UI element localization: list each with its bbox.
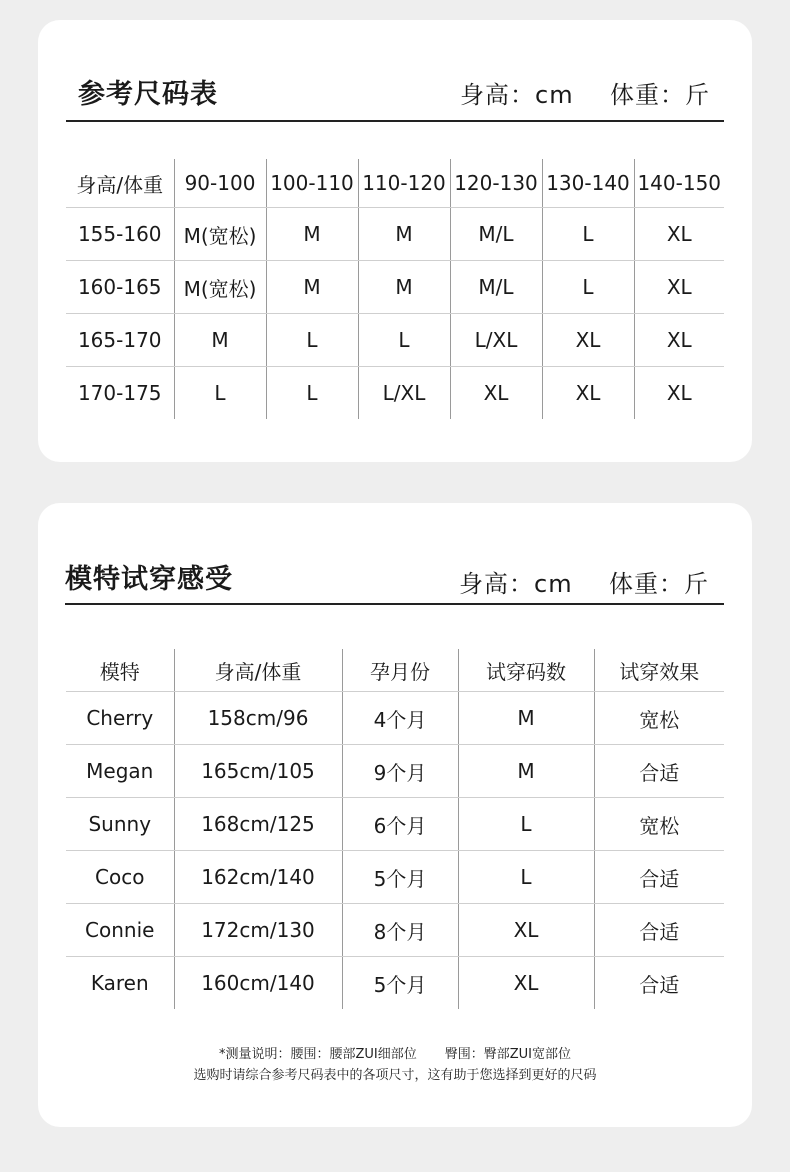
- table-cell: M(宽松): [174, 261, 266, 314]
- table-cell: L: [174, 367, 266, 420]
- table-row: [66, 957, 724, 1010]
- table-cell: XL: [634, 208, 724, 261]
- table-cell: M: [458, 692, 594, 745]
- table-cell: M/L: [450, 208, 542, 261]
- waist-note: *测量说明：腰围：腰部ZUI细部位: [218, 1047, 417, 1062]
- header-cell: 90-100: [174, 159, 266, 208]
- table-cell: 162cm/140: [174, 851, 342, 904]
- table-cell: 5个月: [342, 851, 458, 904]
- model-fit-title: 模特试穿感受: [65, 564, 233, 595]
- table-row: [66, 261, 724, 314]
- table-cell: Megan: [66, 745, 174, 798]
- header-cell: 120-130: [450, 159, 542, 208]
- table-cell: M: [266, 208, 358, 261]
- header-cell: 100-110: [266, 159, 358, 208]
- table-header-row: [66, 649, 724, 692]
- table-cell: XL: [458, 957, 594, 1010]
- size-chart-card: [38, 20, 752, 462]
- hip-note: 臀围：臀部ZUI宽部位: [444, 1047, 572, 1062]
- table-cell: XL: [458, 904, 594, 957]
- table-cell: 宽松: [594, 798, 724, 851]
- table-cell: Cherry: [66, 692, 174, 745]
- table-cell: 165cm/105: [174, 745, 342, 798]
- height-unit-label: 身高：cm: [460, 81, 574, 109]
- table-cell: 158cm/96: [174, 692, 342, 745]
- table-cell: 合适: [594, 957, 724, 1010]
- table-cell: M: [358, 261, 450, 314]
- weight-unit-label: 体重：斤: [610, 81, 710, 109]
- table-cell: L: [542, 208, 634, 261]
- table-cell: Connie: [66, 904, 174, 957]
- header-cell: 110-120: [358, 159, 450, 208]
- header-cell: 130-140: [542, 159, 634, 208]
- header-cell: 模特: [66, 649, 174, 692]
- header-cell: 身高/体重: [66, 159, 174, 208]
- table-cell: XL: [634, 314, 724, 367]
- table-cell: Coco: [66, 851, 174, 904]
- table-cell: L: [458, 851, 594, 904]
- table-cell: 160cm/140: [174, 957, 342, 1010]
- size-chart-title: 参考尺码表: [78, 79, 218, 110]
- table-cell: M: [174, 314, 266, 367]
- table-cell: XL: [634, 261, 724, 314]
- table-cell: XL: [542, 314, 634, 367]
- table-cell: M: [266, 261, 358, 314]
- table-header-row: [66, 159, 724, 208]
- table-cell: L/XL: [358, 367, 450, 420]
- table-cell: 合适: [594, 851, 724, 904]
- header-cell: 孕月份: [342, 649, 458, 692]
- table-cell: 4个月: [342, 692, 458, 745]
- table-row: [66, 904, 724, 957]
- table-cell: 5个月: [342, 957, 458, 1010]
- table-row: [66, 314, 724, 367]
- model-fit-table: [66, 649, 724, 1009]
- table-cell: 合适: [594, 745, 724, 798]
- table-row: [66, 798, 724, 851]
- header-cell: 试穿效果: [594, 649, 724, 692]
- table-cell: M: [458, 745, 594, 798]
- model-fit-header: [65, 555, 724, 605]
- measurement-note: [38, 1043, 752, 1062]
- table-cell: 155-160: [66, 208, 174, 261]
- table-cell: 160-165: [66, 261, 174, 314]
- table-row: [66, 692, 724, 745]
- table-cell: XL: [542, 367, 634, 420]
- table-cell: 合适: [594, 904, 724, 957]
- table-cell: L: [266, 314, 358, 367]
- table-row: [66, 745, 724, 798]
- size-chart-header: [66, 66, 724, 122]
- table-cell: M(宽松): [174, 208, 266, 261]
- table-row: [66, 851, 724, 904]
- height-unit-label: 身高：cm: [459, 570, 573, 598]
- table-row: [66, 208, 724, 261]
- table-cell: L/XL: [450, 314, 542, 367]
- table-cell: 168cm/125: [174, 798, 342, 851]
- size-chart-table: [66, 159, 724, 419]
- table-cell: Sunny: [66, 798, 174, 851]
- table-cell: L: [458, 798, 594, 851]
- table-cell: 165-170: [66, 314, 174, 367]
- table-cell: L: [542, 261, 634, 314]
- table-cell: Karen: [90, 971, 149, 995]
- selection-note: 选购时请综合参考尺码表中的各项尺寸，这有助于您选择到更好的尺码: [193, 1068, 597, 1083]
- table-cell: M: [358, 208, 450, 261]
- table-cell: 宽松: [594, 692, 724, 745]
- table-cell: XL: [634, 367, 724, 420]
- table-cell: 172cm/130: [174, 904, 342, 957]
- header-cell: 身高/体重: [174, 649, 342, 692]
- table-cell: 9个月: [342, 745, 458, 798]
- table-cell: L: [358, 314, 450, 367]
- header-cell: 试穿码数: [458, 649, 594, 692]
- header-cell: 140-150: [634, 159, 724, 208]
- table-cell: L: [266, 367, 358, 420]
- table-cell: M/L: [450, 261, 542, 314]
- table-cell: 170-175: [77, 381, 162, 405]
- table-cell: 6个月: [342, 798, 458, 851]
- table-row: [66, 367, 724, 420]
- model-fit-card: [38, 503, 752, 1127]
- table-cell: 8个月: [342, 904, 458, 957]
- weight-unit-label: 体重：斤: [609, 570, 709, 598]
- table-cell: XL: [450, 367, 542, 420]
